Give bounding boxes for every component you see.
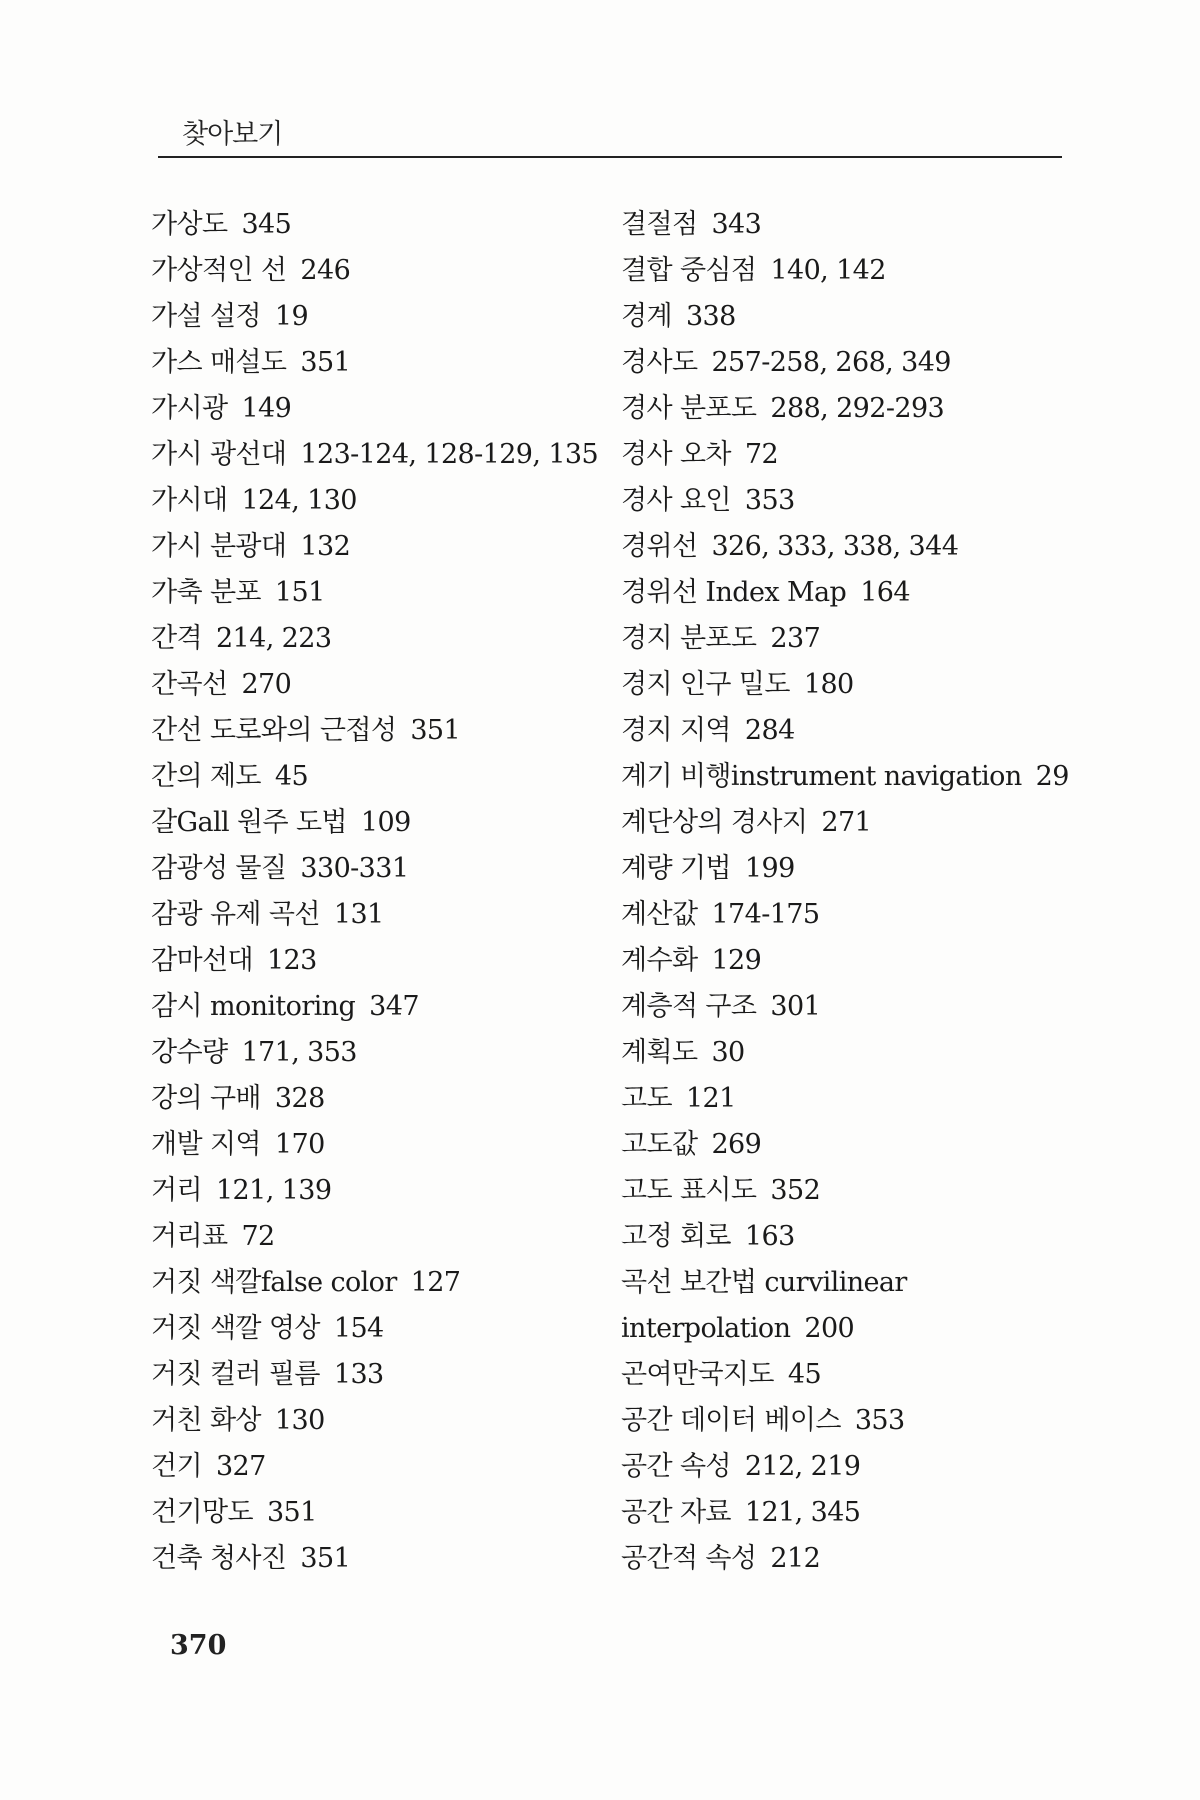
index-entry bbox=[621, 1352, 1076, 1398]
index-term: 계산값 bbox=[621, 899, 698, 930]
index-pages: 269 bbox=[711, 1129, 762, 1160]
index-term: 계획도 bbox=[621, 1037, 698, 1068]
index-entry bbox=[151, 524, 591, 570]
index-entry bbox=[151, 984, 591, 1030]
index-term: 가스 매설도 bbox=[151, 347, 287, 378]
index-term: 고도값 bbox=[621, 1129, 698, 1160]
index-term: 곤여만국지도 bbox=[621, 1359, 774, 1390]
index-entry bbox=[621, 524, 1076, 570]
index-entry bbox=[151, 938, 591, 984]
index-pages: 45 bbox=[787, 1359, 822, 1390]
index-entry bbox=[151, 1536, 591, 1582]
index-term: 건기 bbox=[151, 1451, 202, 1482]
index-entry bbox=[621, 570, 1076, 616]
index-term: 가상도 bbox=[151, 209, 228, 240]
index-entry bbox=[621, 1490, 1076, 1536]
index-entry bbox=[151, 1398, 591, 1444]
index-entry bbox=[621, 1168, 1076, 1214]
index-pages: 212 bbox=[770, 1543, 821, 1574]
index-term: 감광성 물질 bbox=[151, 853, 287, 884]
index-entry bbox=[621, 892, 1076, 938]
index-entry bbox=[151, 1260, 591, 1306]
index-entry bbox=[151, 386, 591, 432]
index-entry bbox=[621, 1398, 1076, 1444]
index-pages: 301 bbox=[770, 991, 821, 1022]
index-pages: 19 bbox=[274, 301, 309, 332]
index-term: 감광 유제 곡선 bbox=[151, 899, 320, 930]
index-entry bbox=[621, 1122, 1076, 1168]
index-term: 건축 청사진 bbox=[151, 1543, 287, 1574]
index-entry bbox=[621, 800, 1076, 846]
index-term: 가시 분광대 bbox=[151, 531, 287, 562]
index-pages: 123-124, 128-129, 135 bbox=[300, 439, 599, 470]
index-pages: 345 bbox=[241, 209, 292, 240]
index-entry bbox=[151, 892, 591, 938]
index-entry bbox=[151, 570, 591, 616]
index-pages: 270 bbox=[241, 669, 292, 700]
index-term: 갈Gall 원주 도법 bbox=[151, 807, 347, 838]
index-entry bbox=[621, 754, 1076, 800]
index-pages: 326, 333, 338, 344 bbox=[711, 531, 959, 562]
index-term: 계기 비행instrument navigation bbox=[621, 761, 1022, 792]
index-entry bbox=[151, 1076, 591, 1122]
index-pages: 149 bbox=[241, 393, 292, 424]
index-term: 건기망도 bbox=[151, 1497, 253, 1528]
index-entry bbox=[621, 662, 1076, 708]
index-pages: 131 bbox=[333, 899, 384, 930]
running-header: 찾아보기 bbox=[182, 119, 283, 150]
index-entry bbox=[621, 340, 1076, 386]
index-pages: 257-258, 268, 349 bbox=[711, 347, 951, 378]
index-pages: 214, 223 bbox=[215, 623, 332, 654]
index-pages: 154 bbox=[333, 1313, 384, 1344]
index-pages: 351 bbox=[300, 1543, 351, 1574]
index-entry bbox=[151, 1352, 591, 1398]
index-entry bbox=[151, 1122, 591, 1168]
index-term: 계단상의 경사지 bbox=[621, 807, 808, 838]
index-entry bbox=[621, 294, 1076, 340]
index-pages: 353 bbox=[744, 485, 795, 516]
index-term: 계수화 bbox=[621, 945, 698, 976]
index-pages: 132 bbox=[300, 531, 351, 562]
index-entry bbox=[151, 1444, 591, 1490]
index-pages: 29 bbox=[1035, 761, 1069, 792]
index-pages: 30 bbox=[711, 1037, 745, 1068]
index-term: 경사 요인 bbox=[621, 485, 731, 516]
index-pages: 237 bbox=[770, 623, 821, 654]
index-entry bbox=[621, 386, 1076, 432]
index-term: 결절점 bbox=[621, 209, 698, 240]
index-entry bbox=[151, 754, 591, 800]
index-term: 가축 분포 bbox=[151, 577, 261, 608]
index-term: 경지 인구 밀도 bbox=[621, 669, 790, 700]
index-pages: 351 bbox=[266, 1497, 317, 1528]
index-entry bbox=[151, 1168, 591, 1214]
index-pages: 124, 130 bbox=[241, 485, 357, 516]
index-term: 계량 기법 bbox=[621, 853, 731, 884]
index-pages: 246 bbox=[300, 255, 351, 286]
index-pages: 123 bbox=[266, 945, 317, 976]
index-pages: 328 bbox=[274, 1083, 325, 1114]
index-pages: 338 bbox=[685, 301, 736, 332]
index-entry bbox=[151, 800, 591, 846]
index-entry bbox=[151, 1214, 591, 1260]
index-pages: 347 bbox=[369, 991, 419, 1022]
index-pages: 140, 142 bbox=[770, 255, 886, 286]
index-entry bbox=[621, 1030, 1076, 1076]
index-entry bbox=[151, 846, 591, 892]
index-pages: 351 bbox=[410, 715, 461, 746]
index-term: 경사 분포도 bbox=[621, 393, 757, 424]
index-pages: 327 bbox=[215, 1451, 266, 1482]
index-pages: 129 bbox=[711, 945, 762, 976]
index-term: 결합 중심점 bbox=[621, 255, 757, 286]
index-entry bbox=[151, 294, 591, 340]
index-pages: 174-175 bbox=[711, 899, 820, 930]
index-pages: 284 bbox=[744, 715, 795, 746]
index-term: 경계 bbox=[621, 301, 672, 332]
page-number: 370 bbox=[170, 1630, 227, 1661]
index-entry bbox=[621, 248, 1076, 294]
index-pages: 343 bbox=[711, 209, 762, 240]
index-term: 고도 bbox=[621, 1083, 672, 1114]
index-term: 경지 지역 bbox=[621, 715, 731, 746]
index-pages: 199 bbox=[744, 853, 795, 884]
index-pages: 121, 139 bbox=[215, 1175, 332, 1206]
index-term: 고도 표시도 bbox=[621, 1175, 757, 1206]
index-pages: 271 bbox=[821, 807, 872, 838]
index-pages: 170 bbox=[274, 1129, 325, 1160]
index-term: 가시대 bbox=[151, 485, 228, 516]
index-term: 공간 속성 bbox=[621, 1451, 731, 1482]
index-term: 강의 구배 bbox=[151, 1083, 261, 1114]
index-term: 가시광 bbox=[151, 393, 228, 424]
index-pages: 72 bbox=[744, 439, 779, 470]
index-term: 개발 지역 bbox=[151, 1129, 261, 1160]
index-entry bbox=[621, 1444, 1076, 1490]
index-entry bbox=[621, 938, 1076, 984]
index-term: 가설 설정 bbox=[151, 301, 261, 332]
index-entry bbox=[621, 1076, 1076, 1122]
index-entry bbox=[151, 662, 591, 708]
index-column-left bbox=[151, 202, 599, 1582]
index-term: 공간 자료 bbox=[621, 1497, 731, 1528]
index-pages: 330-331 bbox=[300, 853, 409, 884]
index-term: 경위선 bbox=[621, 531, 698, 562]
index-pages: 171, 353 bbox=[241, 1037, 357, 1068]
index-entry bbox=[621, 846, 1076, 892]
index-pages: 121 bbox=[685, 1083, 736, 1114]
header-rule bbox=[158, 156, 1062, 158]
index-pages: 351 bbox=[300, 347, 351, 378]
index-term: 강수량 bbox=[151, 1037, 228, 1068]
index-pages: 121, 345 bbox=[744, 1497, 861, 1528]
index-entry bbox=[621, 432, 1076, 478]
index-entry bbox=[621, 478, 1076, 524]
index-entry bbox=[151, 1030, 591, 1076]
index-term: 감시 monitoring bbox=[151, 991, 356, 1022]
index-term: 감마선대 bbox=[151, 945, 253, 976]
index-entry bbox=[151, 708, 591, 754]
index-column-right bbox=[621, 202, 1076, 1582]
index-entry bbox=[621, 616, 1076, 662]
index-term: 가상적인 선 bbox=[151, 255, 287, 286]
index-entry bbox=[151, 248, 591, 294]
index-term: 거리 bbox=[151, 1175, 202, 1206]
index-term: 경사도 bbox=[621, 347, 698, 378]
index-term: 경지 분포도 bbox=[621, 623, 757, 654]
index-entry bbox=[621, 202, 1076, 248]
index-term: 계층적 구조 bbox=[621, 991, 757, 1022]
index-pages: 180 bbox=[803, 669, 854, 700]
index-entry bbox=[621, 1260, 1076, 1352]
index-pages: 130 bbox=[274, 1405, 325, 1436]
index-term: 경위선 Index Map bbox=[621, 577, 847, 608]
index-term: 고정 회로 bbox=[621, 1221, 731, 1252]
index-pages: 109 bbox=[360, 807, 411, 838]
index-entry bbox=[151, 616, 591, 662]
index-term: 거짓 색깔 영상 bbox=[151, 1313, 320, 1344]
index-entry bbox=[151, 340, 591, 386]
index-term: 공간 데이터 베이스 bbox=[621, 1405, 841, 1436]
index-pages: 133 bbox=[333, 1359, 384, 1390]
index-pages: 352 bbox=[770, 1175, 821, 1206]
index-term: 경사 오차 bbox=[621, 439, 731, 470]
index-entry bbox=[151, 478, 591, 524]
index-pages: 200 bbox=[804, 1313, 855, 1344]
index-entry bbox=[151, 1306, 591, 1352]
index-entry bbox=[151, 1490, 591, 1536]
index-term: 곡선 보간법 curvilinear interpolation bbox=[621, 1267, 907, 1344]
index-term: 가시 광선대 bbox=[151, 439, 287, 470]
index-pages: 72 bbox=[241, 1221, 275, 1252]
index-term: 간의 제도 bbox=[151, 761, 261, 792]
index-pages: 45 bbox=[274, 761, 309, 792]
index-term: 간격 bbox=[151, 623, 202, 654]
index-term: 거친 화상 bbox=[151, 1405, 261, 1436]
index-term: 간곡선 bbox=[151, 669, 228, 700]
index-entry bbox=[621, 1214, 1076, 1260]
index-entry bbox=[621, 708, 1076, 754]
index-term: 간선 도로와의 근접성 bbox=[151, 715, 397, 746]
index-pages: 212, 219 bbox=[744, 1451, 861, 1482]
index-term: 거짓 컬러 필름 bbox=[151, 1359, 320, 1390]
index-term: 공간적 속성 bbox=[621, 1543, 757, 1574]
index-term: 거리표 bbox=[151, 1221, 228, 1252]
index-pages: 288, 292-293 bbox=[770, 393, 945, 424]
index-pages: 163 bbox=[744, 1221, 795, 1252]
index-pages: 127 bbox=[410, 1267, 461, 1298]
index-entry bbox=[621, 984, 1076, 1030]
index-pages: 151 bbox=[274, 577, 325, 608]
index-entry bbox=[151, 432, 599, 478]
index-entry bbox=[621, 1536, 1076, 1582]
index-pages: 353 bbox=[854, 1405, 905, 1436]
index-pages: 164 bbox=[860, 577, 910, 608]
index-term: 거짓 색깔false color bbox=[151, 1267, 397, 1298]
index-entry bbox=[151, 202, 591, 248]
